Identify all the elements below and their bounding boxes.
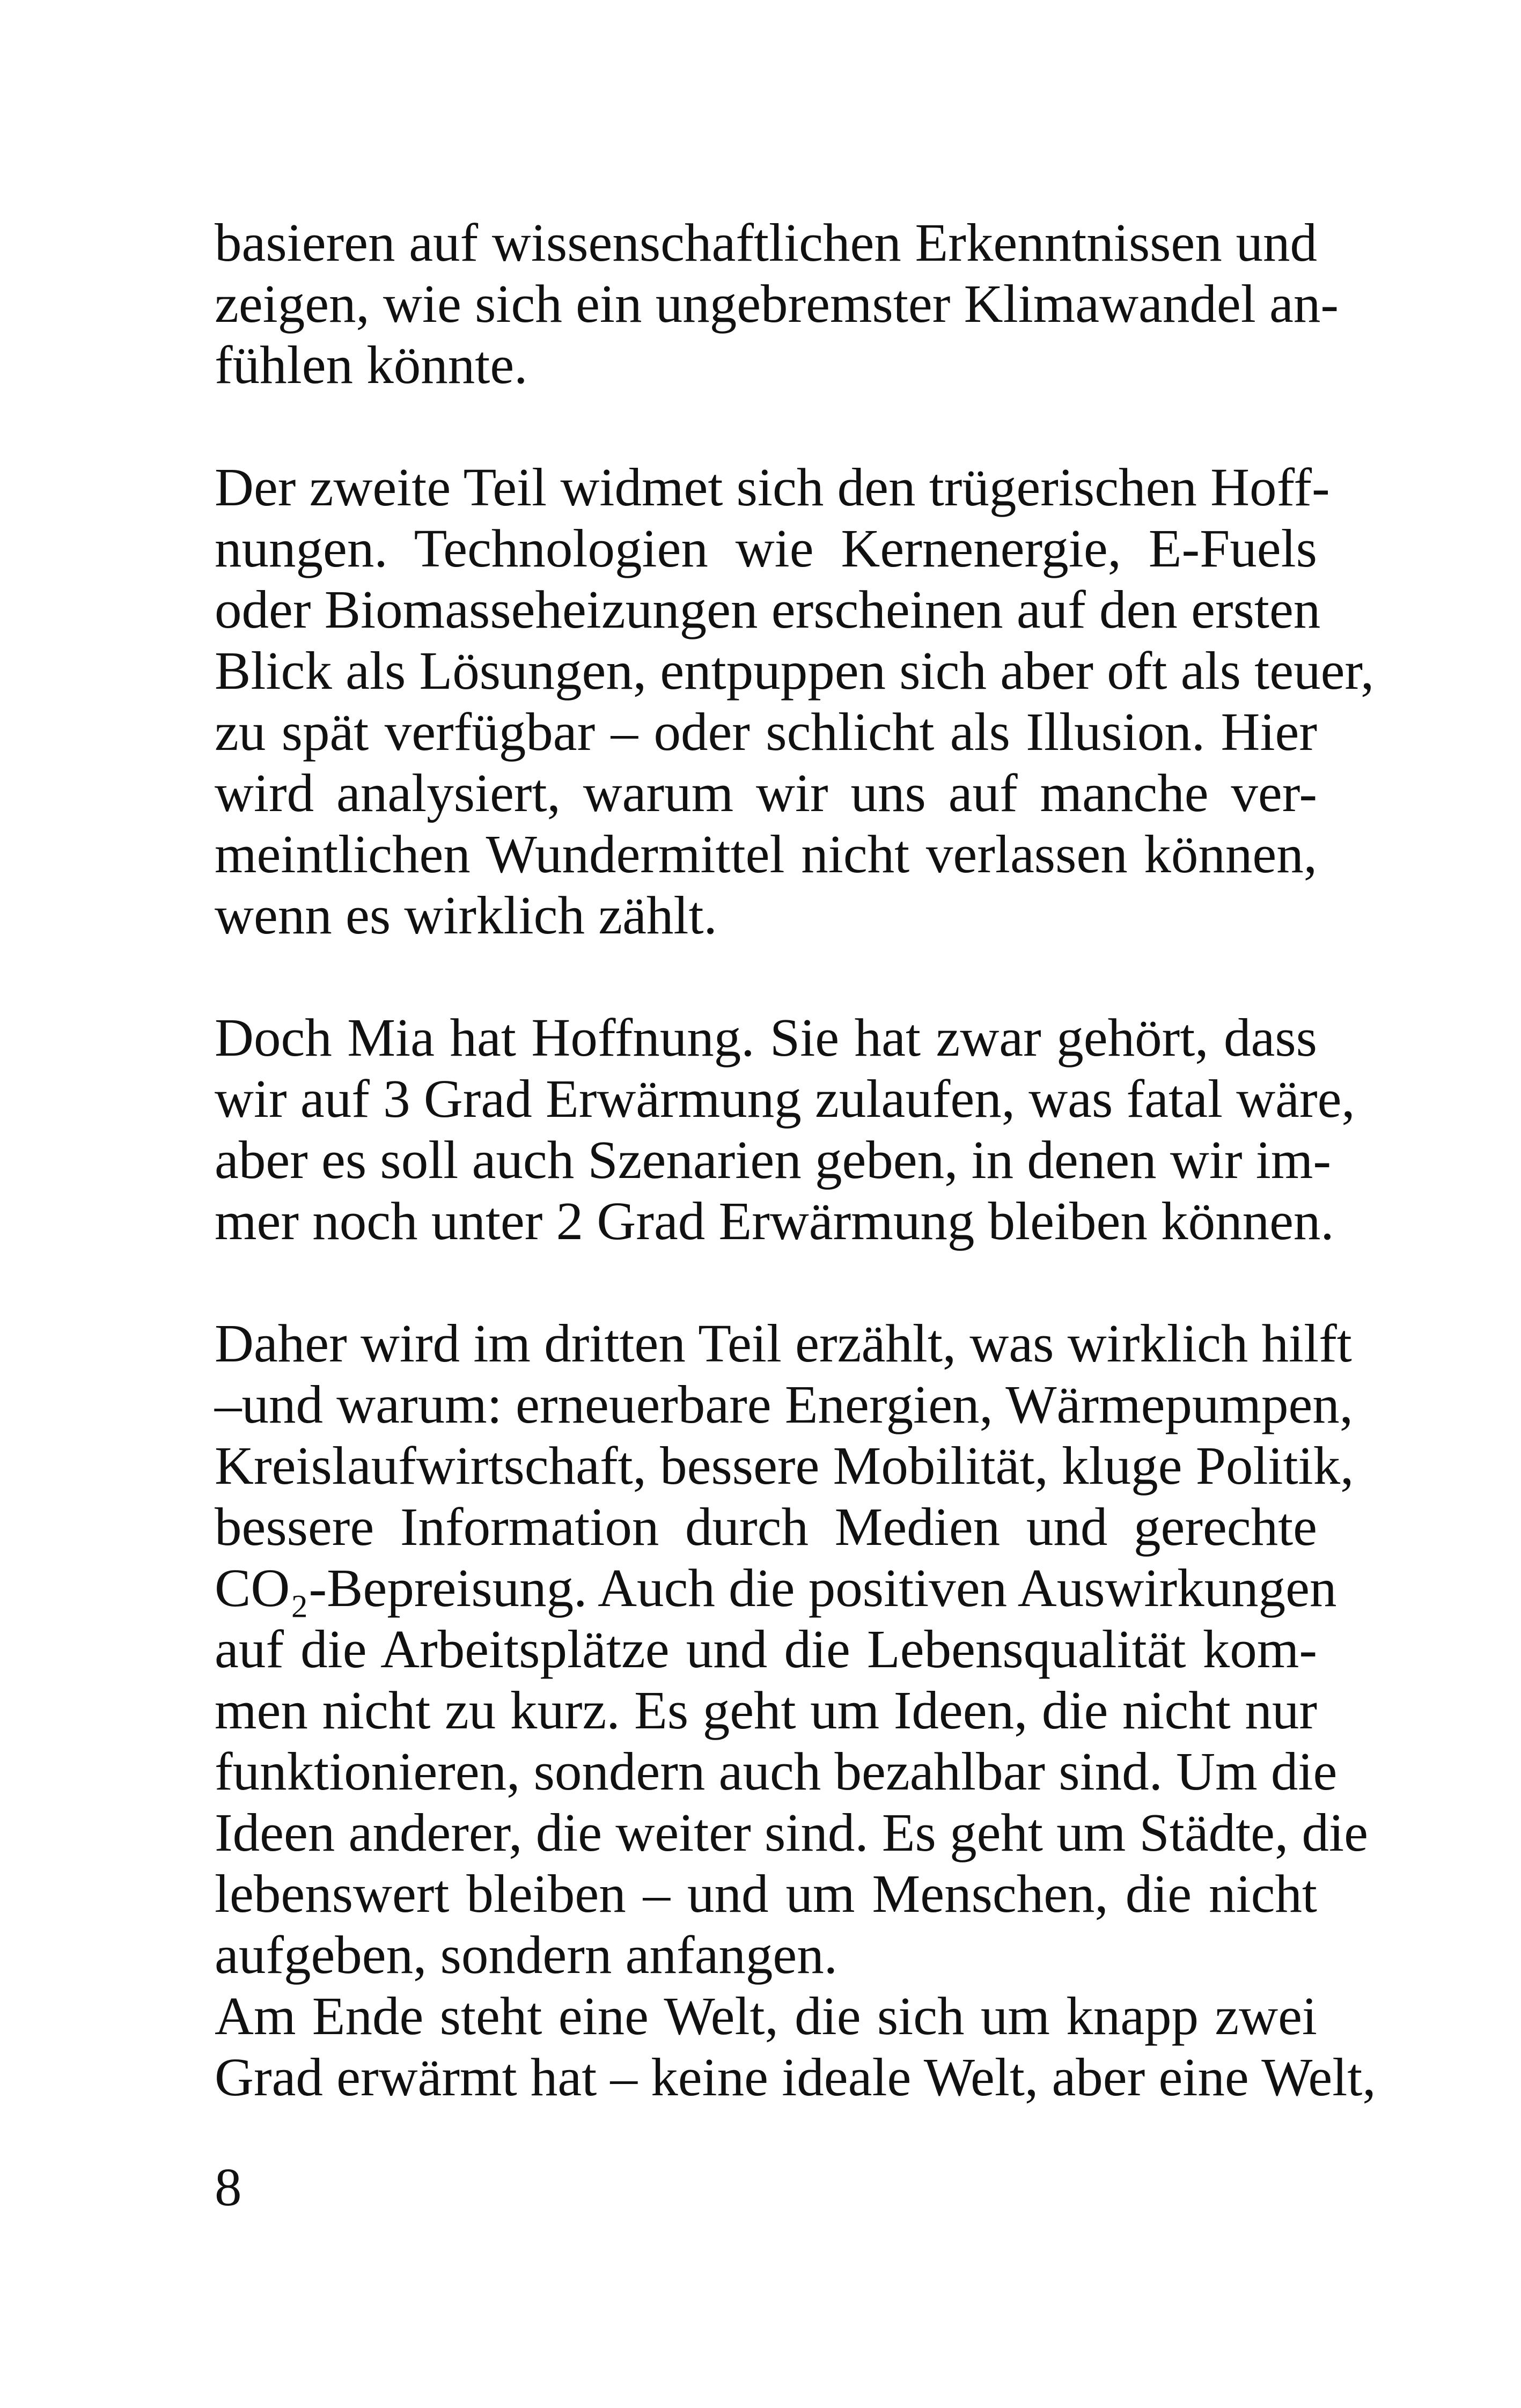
text-line: aufgeben, sondern anfangen.	[215, 1925, 838, 1985]
text-line: zeigen, wie sich ein ungebremster Klimawandel an-	[215, 274, 1339, 334]
text-line: wird analysiert, warum wir uns auf manche ver-	[215, 763, 1317, 823]
text-line: Ideen anderer, die weiter sind. Es geht um Städte, die	[215, 1802, 1368, 1862]
text-line: wir auf 3 Grad Erwärmung zulaufen, was fatal wäre,	[215, 1069, 1355, 1129]
paragraph-2	[215, 456, 1375, 946]
text-line: aber es soll auch Szenarien geben, in denen wir im-	[215, 1130, 1331, 1190]
paragraph-3	[215, 1007, 1355, 1251]
text-line: Doch Mia hat Hoffnung. Sie hat zwar gehört, dass	[215, 1007, 1317, 1067]
text-line: fühlen könnte.	[215, 335, 528, 395]
text-line: Kreislaufwirtschaft, bessere Mobilität, kluge Politik,	[215, 1435, 1354, 1496]
text-line: lebenswert bleiben – und um Menschen, die nicht	[215, 1864, 1317, 1924]
text-line: basieren auf wissenschaftlichen Erkenntnissen und	[215, 212, 1317, 273]
text-line: nungen. Technologien wie Kernenergie, E-Fuels	[215, 518, 1317, 578]
page-number: 8	[215, 2157, 242, 2217]
text-line: men nicht zu kurz. Es geht um Ideen, die nicht nur	[215, 1680, 1317, 1740]
paragraph-1	[215, 212, 1339, 395]
text-line: Daher wird im dritten Teil erzählt, was wirklich hilft	[215, 1313, 1352, 1373]
text-line: auf die Arbeitsplätze und die Lebensqualität kom-	[215, 1619, 1317, 1679]
text-line: mer noch unter 2 Grad Erwärmung bleiben können.	[215, 1191, 1334, 1251]
paragraph-gap	[215, 395, 1317, 456]
text-line: Blick als Lösungen, entpuppen sich aber oft als teuer,	[215, 640, 1375, 701]
text-line: oder Biomasseheizungen erscheinen auf den ersten	[215, 579, 1321, 639]
text-line: Grad erwärmt hat – keine ideale Welt, aber eine Welt,	[215, 2047, 1376, 2107]
text-line: –und warum: erneuerbare Energien, Wärmepumpen,	[215, 1374, 1354, 1434]
text-line: CO₂-Bepreisung. Auch die positiven Auswirkungen	[215, 1558, 1337, 1618]
text-line: bessere Information durch Medien und gerechte	[215, 1497, 1317, 1557]
text-line: wenn es wirklich zählt.	[215, 885, 717, 945]
text-line: Der zweite Teil widmet sich den trügerischen Hoff-	[215, 457, 1330, 517]
paragraph-5	[215, 1985, 1376, 2108]
text-line: Am Ende steht eine Welt, die sich um knapp zwei	[215, 1986, 1317, 2046]
paragraph-gap	[215, 946, 1317, 1007]
body-text	[215, 212, 1376, 2108]
text-line: meintlichen Wundermittel nicht verlassen können,	[215, 824, 1317, 884]
text-line: zu spät verfügbar – oder schlicht als Illusion. Hier	[215, 702, 1317, 762]
paragraph-gap	[215, 1251, 1317, 1313]
text-line: funktionieren, sondern auch bezahlbar sind. Um die	[215, 1741, 1338, 1801]
paragraph-4	[215, 1313, 1368, 1985]
